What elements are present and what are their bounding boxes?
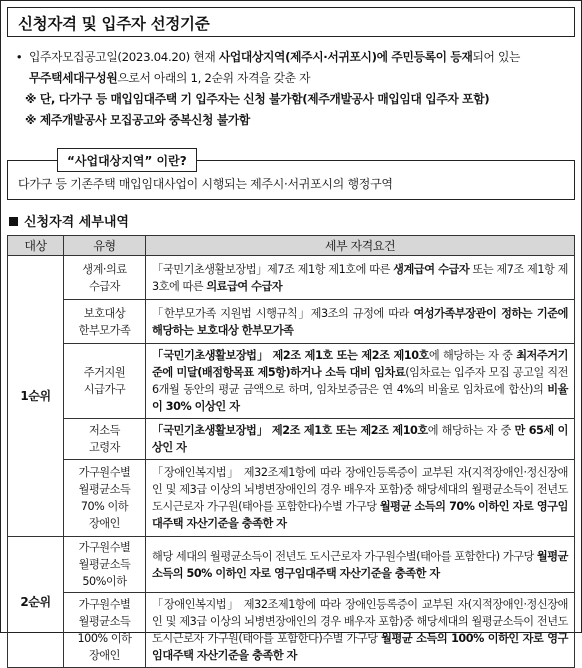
detail-cell: 「장애인복지법」 제32조제1항에 따라 장애인등록증이 교부된 자(지적장애인·정신장애인 및 제3급 이상의 뇌병변장애인의 경우 배우자 포함)중 해당세대의 월평균소득이 전년도 도시근로자 가구원(태아를 포함한다)수별 가구당 월평균 소득의 70% 이하인 자로 영구임대주택 자산기준을 충족한 자	[146, 460, 575, 537]
detail-cell: 「장애인복지법」 제32조제1항에 따라 장애인등록증이 교부된 자(지적장애인·정신장애인 및 제3급 이상의 뇌병변장애인의 경우 배우자 포함)중 해당세대의 월평균소득이 전년도 도시근로자 가구원(태아를 포함한다)수별 가구당 월평균 소득의 100% 이하인 자로 영구임대주택 자산기준을 충족한 자	[146, 593, 575, 668]
table-header-row	[8, 236, 575, 256]
notice-line-2: 무주택세대구성원으로서 아래의 1, 2순위 자격을 갖춘 자	[29, 71, 311, 85]
type-cell: 가구원수별 월평균소득 50%이하	[64, 537, 146, 593]
notice-line-1: • 입주자모집공고일(2023.04.20) 현재 사업대상지역(제주시·서귀포시)에 주민등록이 등재되어 있는	[9, 47, 575, 68]
table-row	[8, 593, 575, 668]
rank-2-cell: 2순위	[8, 537, 64, 668]
section-title: 신청자격 세부내역	[9, 211, 129, 230]
detail-cell: 「한부모가족 지원법 시행규칙」제3조의 규정에 따라 여성가족부장관이 정하는 기준에 해당하는 보호대상 한부모가족	[146, 300, 575, 344]
notice-note-1: ※ 단, 다가구 등 매입임대주택 기 입주자는 신청 불가함(제주개발공사 매입임대 입주자 포함)	[25, 92, 490, 106]
detail-cell: 「국민기초생활보장법」 제2조 제1호 또는 제2조 제10호에 해당하는 자 중 최저주거기준에 미달(배점항목표 제5항)하거나 소득 대비 임차료(임차료는 입주자 모집 공고일 직전 6개월 동안의 평균 금액으로 하며, 임차보증금은 연 4%의 비율로 임차료에 합산)의 비율이 30% 이상인 자	[146, 344, 575, 419]
table-row	[8, 460, 575, 537]
eligibility-notice	[9, 47, 575, 131]
notice-note-2: ※ 제주개발공사 모집공고와 중복신청 불가함	[25, 113, 250, 127]
header-rank: 대상	[8, 236, 64, 256]
table-row	[8, 300, 575, 344]
header-type: 유형	[64, 236, 146, 256]
type-cell: 저소득 고령자	[64, 419, 146, 460]
table-row	[8, 537, 575, 593]
table-row	[8, 344, 575, 419]
detail-cell: 해당 세대의 월평균소득이 전년도 도시근로자 가구원수별(태아를 포함한다) 가구당 월평균소득의 50% 이하인 자로 영구임대주택 자산기준을 충족한 자	[146, 537, 575, 593]
type-cell: 가구원수별 월평균소득 70% 이하 장애인	[64, 460, 146, 537]
square-bullet-icon	[9, 217, 18, 226]
type-cell: 생계·의료 수급자	[64, 256, 146, 300]
bullet-icon: •	[15, 50, 23, 64]
definition-text: 다가구 등 기존주택 매입임대사업이 시행되는 제주시·서귀포시의 행정구역	[18, 177, 393, 191]
table-row	[8, 256, 575, 300]
type-cell: 가구원수별 월평균소득 100% 이하 장애인	[64, 593, 146, 668]
header-detail: 세부 자격요건	[146, 236, 575, 256]
definition-label: “사업대상지역” 이란?	[57, 148, 197, 172]
page-title: 신청자격 및 입주자 선정기준	[7, 7, 575, 37]
detail-cell: 「국민기초생활보장법」제7조 제1항 제1호에 따른 생계급여 수급자 또는 제7조 제1항 제3호에 따른 의료급여 수급자	[146, 256, 575, 300]
type-cell: 보호대상 한부모가족	[64, 300, 146, 344]
type-cell: 주거지원 시급가구	[64, 344, 146, 419]
table-row	[8, 419, 575, 460]
detail-cell: 「국민기초생활보장법」 제2조 제1호 또는 제2조 제10호에 해당하는 자 중 만 65세 이상인 자	[146, 419, 575, 460]
criteria-table	[7, 235, 575, 668]
rank-1-cell: 1순위	[8, 256, 64, 537]
